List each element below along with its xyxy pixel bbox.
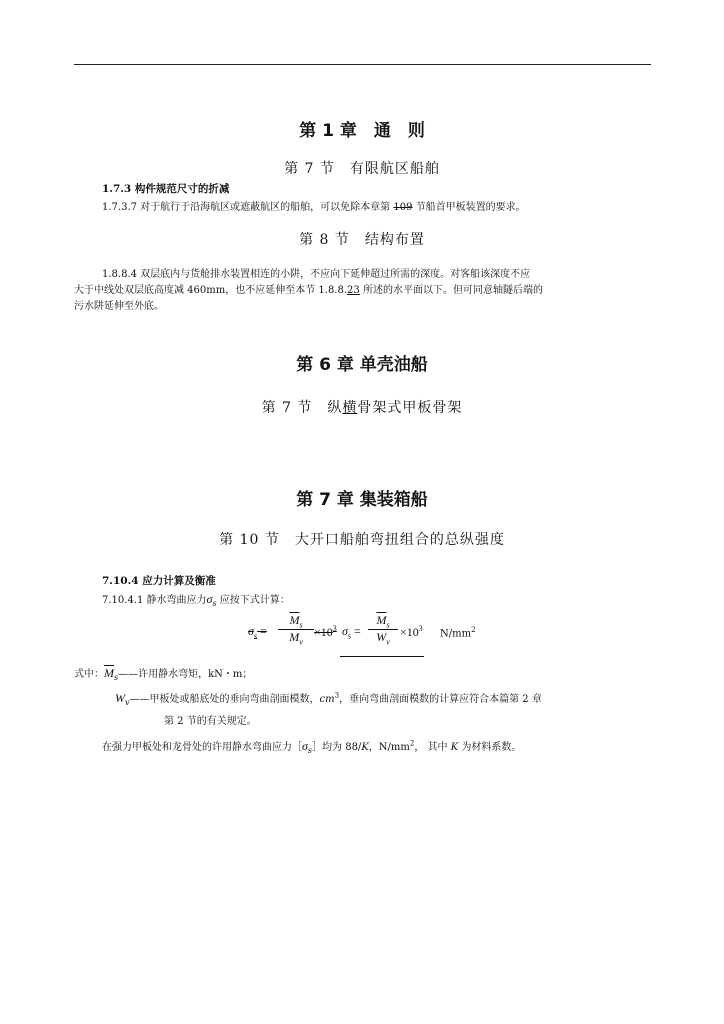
formula-deleted-sigma: σ [248, 624, 254, 638]
para-1-8-8-4-line2-b: 所述的水平面以下。但可同意轴隧后端的 [359, 285, 543, 296]
formula-sub-s: s [347, 631, 352, 641]
formula-den-sub: v [386, 637, 390, 647]
formula-deleted-multiplier [314, 624, 337, 640]
allow-a: 在强力甲板处和龙骨处的许用静水弯曲应力［ [102, 742, 302, 753]
where-wv-symbol: W [115, 691, 125, 705]
allow-exp: 2 [409, 739, 415, 748]
where-wv-unit: cm [319, 694, 335, 705]
chapter-6-section-7 [0, 397, 724, 417]
chapter-1-section-7: 第 7 节 有限航区船舶 [284, 161, 440, 177]
chapter-7-title: 第 7 章 集装箱船 [296, 490, 428, 510]
chapter-1-title: 第 1 章 通 则 [299, 121, 425, 141]
formula-deleted-den-sub: v [299, 637, 303, 647]
sigma-subscript: s [212, 599, 217, 608]
chapter-6-section-7-b: 骨架式甲板骨架 [357, 400, 463, 416]
where-ms-desc: ——许用静水弯矩，kN・m； [118, 669, 253, 680]
deleted-number: 109 [393, 202, 413, 213]
para-1-8-8-4-line2 [74, 281, 543, 296]
formula-deleted-lhs [248, 624, 267, 640]
formula-fraction [368, 613, 398, 647]
where-ms-symbol: $\overline{M}$ [104, 666, 114, 680]
formula-multiplier [400, 624, 423, 640]
clause-1-7-3: 1.7.3 构件规范尺寸的折减 [102, 183, 230, 195]
formula-unit-exp: 2 [471, 626, 476, 634]
para-7-10-4-1 [102, 591, 290, 608]
formula-deleted-eq: = [260, 624, 267, 638]
where-ms-line [74, 665, 252, 682]
sigma-symbol: σ [206, 592, 213, 606]
formula-deleted-num-sub: s [299, 620, 303, 630]
formula-insert-underline [340, 656, 424, 657]
para-1-7-3-7-text-b: 节船首甲板装置的要求。 [412, 202, 526, 213]
formula-deleted-den-m: M [289, 630, 300, 645]
chapter-1-section-8: 第 8 节 结构布置 [299, 232, 425, 248]
formula-unit [440, 626, 476, 639]
para-1-8-8-4-line1: 1.8.8.4 双层底内与货舱排水装置相连的小阱，不应向下延伸超过所需的深度。对客船该深度不应 [102, 269, 531, 280]
formula-deleted-sub-s: s [253, 631, 258, 641]
allow-sigma: σ [302, 739, 308, 753]
where-label: 式中： [74, 669, 104, 680]
chapter-7-section-10: 第 10 节 大开口船舶弯扭组合的总纵强度 [219, 532, 505, 548]
formula-deleted-exp: 3 [332, 624, 337, 633]
formula-num-m: $\overline{M}$ [376, 613, 387, 627]
para-7-10-4-1-a: 7.10.4.1 静水弯曲应力 [102, 595, 207, 606]
para-1-7-3-7-text-a: 1.7.3.7 对于航行于沿海航区或遮蔽航区的船舶，可以免除本章第 [102, 202, 394, 213]
formula-den-w: W [376, 630, 387, 645]
allowable-stress-line [102, 738, 521, 755]
allow-d: ， 其中 [414, 742, 451, 753]
where-wv-desc-b: ，垂向弯曲剖面模数的计算应符合本篇第 2 章 [339, 694, 542, 705]
allow-c: ，N/mm [368, 742, 410, 753]
allow-b: ］均为 88/ [312, 742, 362, 753]
where-wv-line [115, 690, 542, 707]
formula-times: ×10 [400, 625, 419, 639]
formula-eq: = [354, 624, 361, 638]
para-1-8-8-4-line2-a: 大于中线处双层底高度减 460mm，也不应延伸至本节 1.8.8. [74, 285, 348, 296]
formula-deleted-num-m: $\overline{M}$ [289, 613, 300, 627]
formula-unit-text: N/mm [440, 628, 472, 640]
allow-k: K [361, 742, 369, 753]
formula-num-sub: s [386, 620, 390, 630]
para-1-7-3-7 [102, 198, 526, 213]
inserted-char: 横 [342, 400, 358, 416]
formula-deleted-times: ×10 [314, 625, 333, 639]
formula-deleted-fraction [278, 613, 314, 647]
where-wv-line2: 第 2 节的有关规定。 [164, 716, 257, 727]
formula-exp: 3 [418, 624, 423, 633]
allow-k2: K [450, 742, 459, 753]
where-wv-unit-exp: 3 [334, 691, 340, 700]
inserted-number: 23 [347, 285, 360, 296]
where-wv-sub: v [125, 698, 130, 707]
para-7-10-4-1-b: 应按下式计算： [216, 595, 290, 606]
clause-7-10-4: 7.10.4 应力计算及衡准 [102, 575, 216, 587]
chapter-6-title: 第 6 章 单壳油船 [296, 355, 428, 375]
allow-sub: s [307, 746, 313, 755]
allow-e: 为材料系数。 [458, 742, 522, 753]
header-rule [74, 64, 651, 65]
formula-sigma: σ [342, 624, 348, 638]
where-ms-sub: s [114, 673, 119, 682]
chapter-6-section-7-a: 第 7 节 纵 [261, 400, 343, 416]
para-1-8-8-4-line3: 污水阱延伸至外底。 [74, 301, 164, 312]
formula-lhs [342, 624, 361, 640]
where-wv-desc-a: ——甲板处或船底处的垂向弯曲剖面模数， [129, 694, 320, 705]
